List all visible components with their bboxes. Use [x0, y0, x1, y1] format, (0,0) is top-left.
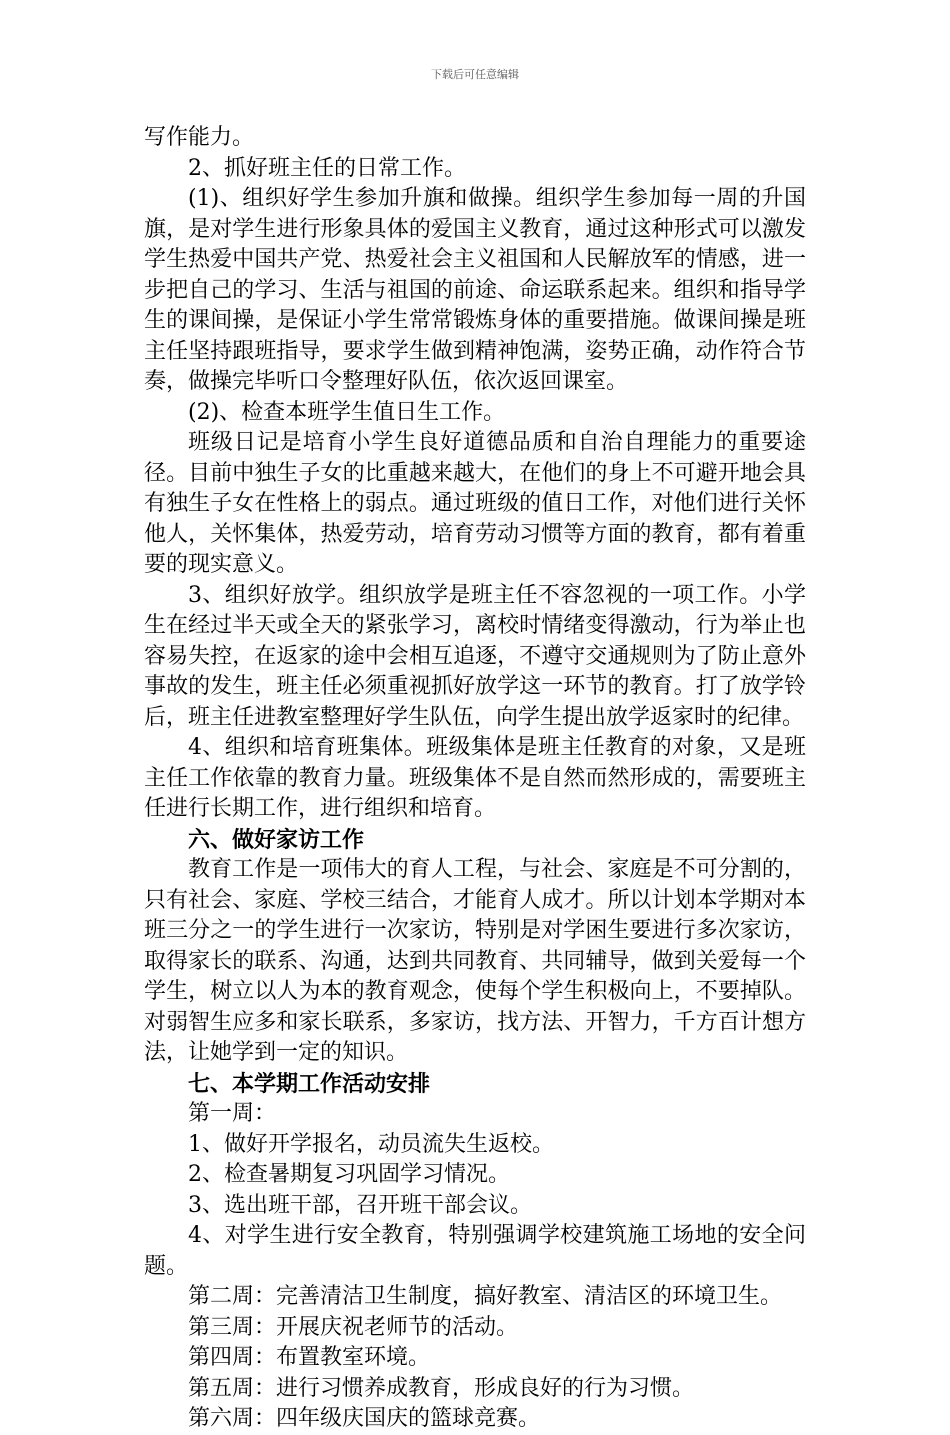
schedule-week-1-item-3: 3、选出班干部，召开班干部会议。 — [188, 1192, 532, 1218]
schedule-week-2: 第二周：完善清洁卫生制度，搞好教室、清洁区的环境卫生。 — [188, 1284, 783, 1309]
paragraph-continuation: 写作能力。 — [144, 125, 255, 150]
schedule-week-3: 第三周：开展庆祝老师节的活动。 — [188, 1314, 519, 1340]
schedule-week-1-item-1: 1、做好开学报名，动员流失生返校。 — [188, 1131, 554, 1157]
schedule-week-1-item-4: 4、对学生进行安全教育，特别强调学校建筑施工场地的安全问题。 — [144, 1223, 806, 1279]
schedule-week-1-title: 第一周： — [188, 1101, 277, 1126]
paragraph-class-diary: 班级日记是培育小学生良好道德品质和自治自理能力的重要途径。目前中独生子女的比重越来越大，在他们的身上不可避开地会具有独生子女在性格上的弱点。通过班级的值日工作，对他们进行关怀他人，关怀集体，热爱劳动，培育劳动习惯等方面的教育，都有着重要的现实意义。 — [144, 430, 806, 577]
schedule-week-1-item-2: 2、检查暑期复习巩固学习情况。 — [188, 1162, 510, 1187]
page-header: 下载后可任意编辑 — [431, 68, 519, 81]
schedule-week-6: 第六周：四年级庆国庆的篮球竞赛。 — [188, 1406, 541, 1431]
section-heading-home-visits: 六、做好家访工作 — [188, 826, 365, 853]
paragraph-home-visits: 教育工作是一项伟大的育人工程，与社会、家庭是不可分割的，只有社会、家庭、学校三结合，才能育人成才。所以计划本学期对本班三分之一的学生进行一次家访，特别是对学困生要进行多次家访，取得家长的联系、沟通，达到共同教育、共同辅导，做到关爱每一个学生，树立以人为本的教育观念，使每个学生积极向上，不要掉队。对弱智生应多和家长联系，多家访，找方法、开智力，千方百计想方法，让她学到一定的知识。 — [144, 857, 806, 1065]
paragraph-item-2: 2、抓好班主任的日常工作。 — [188, 155, 466, 181]
paragraph-subitem-1: (1)、组织好学生参加升旗和做操。组织学生参加每一周的升国旗，是对学生进行形象具体的爱国主义教育，通过这种形式可以激发学生热爱中国共产党、热爱社会主义祖国和人民解放军的情感，进一步把自己的学习、生活与祖国的前途、命运联系起来。组织和指导学生的课间操，是保证小学生常常锻炼身体的重要措施。做课间操是班主任坚持跟班指导，要求学生做到精神饱满，姿势正确，动作符合节奏，做操完毕听口令整理好队伍，依次返回课室。 — [144, 186, 806, 394]
paragraph-item-3: 3、组织好放学。组织放学是班主任不容忽视的一项工作。小学生在经过半天或全天的紧张学习，离校时情绪变得激动，行为举止也容易失控，在返家的途中会相互追逐，不遵守交通规则为了防止意外事故的发生，班主任必须重视抓好放学这一环节的教育。打了放学铃后，班主任进教室整理好学生队伍，向学生提出放学返家时的纪律。 — [144, 582, 806, 730]
paragraph-subitem-2: (2)、检查本班学生值日生工作。 — [188, 399, 506, 425]
section-heading-schedule: 七、本学期工作活动安排 — [188, 1070, 431, 1097]
paragraph-item-4: 4、组织和培育班集体。班级集体是班主任教育的对象，又是班主任工作依靠的教育力量。班级集体不是自然而然形成的，需要班主任进行长期工作，进行组织和培育。 — [144, 735, 806, 821]
schedule-week-5: 第五周：进行习惯养成教育，形成良好的行为习惯。 — [188, 1375, 695, 1401]
schedule-week-4: 第四周：布置教室环境。 — [188, 1345, 431, 1370]
document-body — [144, 123, 806, 1435]
